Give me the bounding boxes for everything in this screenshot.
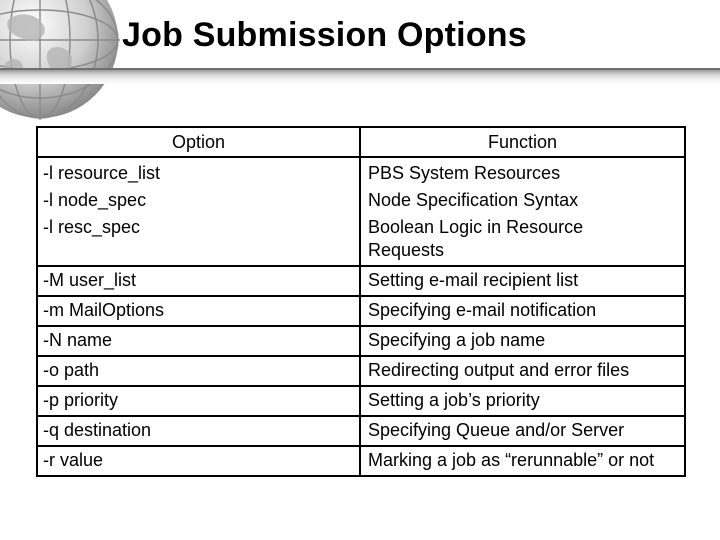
header-option: Option (37, 127, 360, 157)
option-cell: -p priority (37, 386, 360, 416)
option-cell: -o path (37, 356, 360, 386)
option-text: -l resc_spec (43, 217, 141, 237)
globe-icon (0, 0, 120, 120)
table-header-row (37, 127, 685, 157)
function-cell: Setting e-mail recipient list (360, 266, 685, 296)
header-function: Function (360, 127, 685, 157)
option-cell: -q destination (37, 416, 360, 446)
table-row (37, 296, 685, 326)
option-text: -l node_spec (43, 190, 147, 210)
function-text: PBS System Resources (368, 163, 561, 183)
function-cell: Redirecting output and error files (360, 356, 685, 386)
function-cell: Setting a job’s priority (360, 386, 685, 416)
function-text: Node Specification Syntax (368, 190, 579, 210)
table-row (37, 356, 685, 386)
option-cell: -N name (37, 326, 360, 356)
function-cell: Specifying a job name (360, 326, 685, 356)
table-row (37, 446, 685, 476)
table-row (37, 416, 685, 446)
function-cell (360, 157, 685, 266)
table-row (37, 266, 685, 296)
options-table (36, 126, 686, 477)
header-rule-shadow (0, 70, 720, 84)
option-cell (37, 157, 360, 266)
slide-title: Job Submission Options (122, 16, 527, 54)
option-cell: -r value (37, 446, 360, 476)
option-cell: -m MailOptions (37, 296, 360, 326)
option-cell: -M user_list (37, 266, 360, 296)
table-row (37, 326, 685, 356)
option-text: -l resource_list (43, 163, 161, 183)
table-row (37, 157, 685, 266)
table-row (37, 386, 685, 416)
function-cell: Marking a job as “rerunnable” or not (360, 446, 685, 476)
function-cell: Specifying e-mail notification (360, 296, 685, 326)
function-text: Boolean Logic in Resource Requests (368, 217, 584, 260)
function-cell: Specifying Queue and/or Server (360, 416, 685, 446)
